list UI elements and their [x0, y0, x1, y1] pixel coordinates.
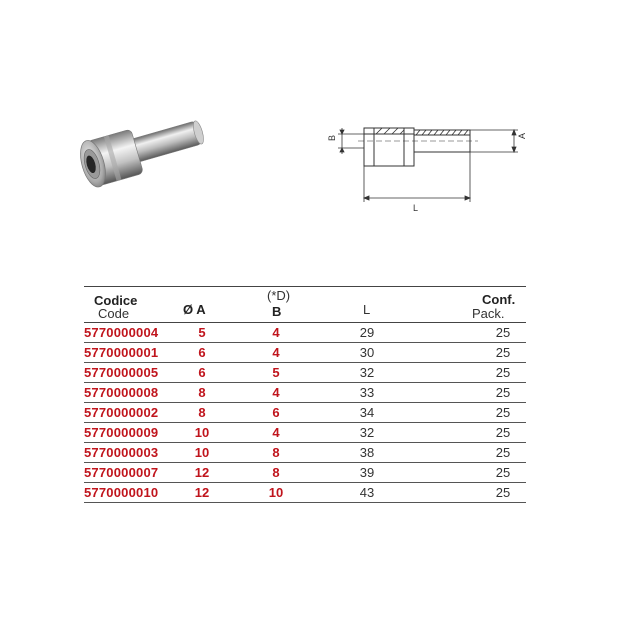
dia-a-cell: 12: [194, 485, 210, 500]
row-divider: [84, 502, 526, 503]
l-cell: 29: [359, 325, 375, 340]
l-cell: 32: [359, 365, 375, 380]
code-cell: 5770000003: [84, 445, 159, 460]
b-cell: 4: [272, 325, 280, 340]
code-cell: 5770000001: [84, 345, 159, 360]
l-cell: 39: [359, 465, 375, 480]
header-pack-en: Pack.: [472, 306, 505, 321]
code-cell: 5770000004: [84, 325, 159, 340]
b-cell: 8: [272, 445, 280, 460]
dia-a-cell: 10: [194, 425, 210, 440]
pack-cell: 25: [495, 465, 511, 480]
dim-a-label: A: [517, 132, 527, 139]
table-row: [84, 343, 526, 363]
code-cell: 5770000010: [84, 485, 159, 500]
b-cell: 6: [272, 405, 280, 420]
code-cell: 5770000002: [84, 405, 159, 420]
l-cell: 33: [359, 385, 375, 400]
header-code-en: Code: [98, 306, 130, 321]
l-cell: 30: [359, 345, 375, 360]
l-cell: 38: [359, 445, 375, 460]
table-row: [84, 443, 526, 463]
code-cell: 5770000008: [84, 385, 159, 400]
b-cell: 8: [272, 465, 280, 480]
table-row: [84, 323, 526, 343]
l-cell: 32: [359, 425, 375, 440]
dia-a-cell: 10: [194, 445, 210, 460]
table-row: [84, 403, 526, 423]
table-row: [84, 483, 526, 503]
header-b-note: (*D): [267, 288, 291, 303]
b-cell: 4: [272, 425, 280, 440]
b-cell: 10: [268, 485, 284, 500]
product-photo: [70, 108, 220, 198]
pack-cell: 25: [495, 325, 511, 340]
header-l: L: [363, 302, 371, 317]
header-b: B: [272, 304, 282, 319]
dia-a-cell: 8: [198, 405, 206, 420]
b-cell: 4: [272, 385, 280, 400]
b-cell: 4: [272, 345, 280, 360]
header-pack-it: Conf.: [482, 292, 516, 307]
pack-cell: 25: [495, 445, 511, 460]
pack-cell: 25: [495, 365, 511, 380]
dia-a-cell: 5: [198, 325, 206, 340]
pack-cell: 25: [495, 405, 511, 420]
pack-cell: 25: [495, 345, 511, 360]
technical-drawing: [318, 110, 528, 215]
table-top-rule: [84, 286, 526, 287]
dia-a-cell: 12: [194, 465, 210, 480]
dia-a-cell: 6: [198, 345, 206, 360]
code-cell: 5770000007: [84, 465, 159, 480]
l-cell: 34: [359, 405, 375, 420]
table-row: [84, 383, 526, 403]
code-cell: 5770000005: [84, 365, 159, 380]
code-cell: 5770000009: [84, 425, 159, 440]
pack-cell: 25: [495, 385, 511, 400]
dia-a-cell: 6: [198, 365, 206, 380]
table-row: [84, 363, 526, 383]
pack-cell: 25: [495, 485, 511, 500]
header-dia-a: Ø A: [183, 302, 206, 317]
pack-cell: 25: [495, 425, 511, 440]
dia-a-cell: 8: [198, 385, 206, 400]
dim-b-label: B: [327, 134, 337, 141]
table-row: [84, 423, 526, 443]
l-cell: 43: [359, 485, 375, 500]
dim-l-label: L: [413, 203, 419, 213]
header-code-it: Codice: [94, 293, 138, 308]
table-row: [84, 463, 526, 483]
b-cell: 5: [272, 365, 280, 380]
